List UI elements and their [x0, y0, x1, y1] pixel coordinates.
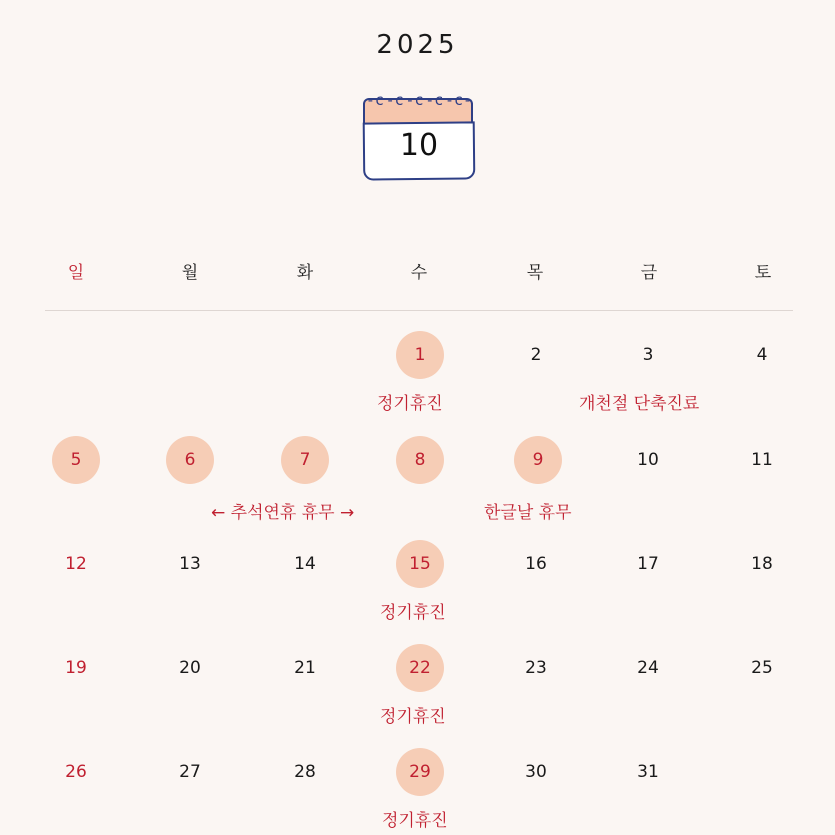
day-cell: 8	[396, 436, 444, 484]
day-cell: 30	[525, 762, 547, 782]
calendar-icon	[361, 88, 477, 186]
day-note: 정기휴진	[382, 811, 448, 831]
day-cell: 11	[751, 450, 773, 470]
day-cell: 28	[294, 762, 316, 782]
day-cell: 6	[166, 436, 214, 484]
day-cell: 14	[294, 554, 316, 574]
day-note: 한글날 휴무	[484, 503, 572, 523]
day-note: ← 추석연휴 휴무 →	[211, 503, 355, 523]
year-title: 2025	[376, 30, 459, 60]
day-cell: 22	[396, 644, 444, 692]
day-cell: 18	[751, 554, 773, 574]
day-cell: 5	[52, 436, 100, 484]
day-cell: 12	[65, 554, 87, 574]
weekday-fri: 금	[640, 263, 658, 283]
day-cell: 13	[179, 554, 201, 574]
weekday-mon: 월	[181, 263, 199, 283]
weekday-sun: 일	[67, 263, 85, 283]
header-divider	[45, 310, 793, 311]
day-note: 개천절 단축진료	[579, 394, 700, 414]
day-cell: 26	[65, 762, 87, 782]
day-cell: 4	[756, 345, 768, 365]
day-cell: 3	[642, 345, 654, 365]
day-cell: 2	[530, 345, 542, 365]
weekday-tue: 화	[296, 263, 314, 283]
day-note: 정기휴진	[380, 603, 446, 623]
month-number: 10	[399, 128, 439, 163]
day-cell: 10	[637, 450, 659, 470]
day-cell: 15	[396, 540, 444, 588]
day-cell: 24	[637, 658, 659, 678]
day-cell: 20	[179, 658, 201, 678]
day-cell: 21	[294, 658, 316, 678]
weekday-sat: 토	[754, 263, 772, 283]
day-note: 정기휴진	[377, 394, 443, 414]
day-note: 정기휴진	[380, 707, 446, 727]
day-cell: 16	[525, 554, 547, 574]
weekday-wed: 수	[410, 263, 428, 283]
weekday-thu: 목	[526, 263, 544, 283]
day-cell: 27	[179, 762, 201, 782]
day-cell: 31	[637, 762, 659, 782]
day-cell: 17	[637, 554, 659, 574]
day-cell: 9	[514, 436, 562, 484]
calendar-rings-icon: -c -c -c -c -c-	[365, 91, 473, 109]
day-cell: 19	[65, 658, 87, 678]
day-cell: 25	[751, 658, 773, 678]
day-cell: 7	[281, 436, 329, 484]
day-cell: 1	[396, 331, 444, 379]
day-cell: 23	[525, 658, 547, 678]
day-cell: 29	[396, 748, 444, 796]
